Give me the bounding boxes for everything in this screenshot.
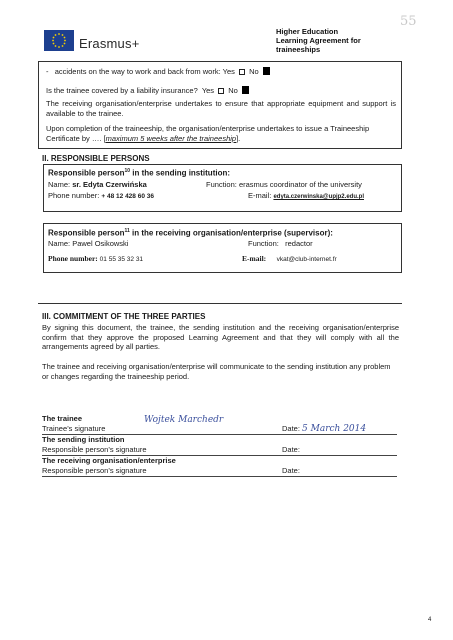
signature-table [42, 414, 397, 477]
document-title [276, 27, 361, 54]
liability-no-checkbox-checked[interactable] [242, 86, 249, 94]
receiving-function-value: redactor [285, 239, 313, 248]
erasmus-logo-text: Erasmus+ [79, 36, 140, 51]
liability-no-label: No [228, 86, 238, 95]
liability-text: Is the trainee covered by a liability insurance? [46, 86, 198, 95]
section-3-divider [38, 303, 402, 304]
bullet: - [46, 67, 49, 76]
receiving-name-value: Pawel Osikowski [72, 239, 129, 248]
corner-page-mark: 55 [400, 14, 417, 29]
eu-stars-icon [44, 30, 74, 51]
page-number: 4 [428, 617, 432, 623]
receiving-name-row: Name: Pawel Osikowski [48, 239, 129, 248]
liability-yes-label: Yes [201, 86, 215, 95]
sending-function-value: erasmus coordinator of the university [238, 180, 362, 189]
title-line-3: traineeships [276, 45, 321, 54]
sending-phone-row: Phone number: + 48 12 428 60 36 [48, 191, 154, 200]
sending-email-value[interactable]: edyta.czerwinska@upjp2.edu.pl [273, 194, 364, 200]
yes-checkbox[interactable] [239, 69, 245, 75]
sending-signature-row: Responsible person’s signature Date: [42, 445, 300, 454]
trainee-signature-row: Trainee’s signature Wojtek Marchedr Date: 5 March 2014 [42, 415, 367, 434]
sending-email-row: E-mail: edyta.czerwinska@upjp2.edu.pl [248, 191, 364, 200]
trainee-heading: The trainee [42, 414, 83, 423]
receiving-signature-row: Responsible person’s signature Date: [42, 466, 300, 475]
receiving-heading: The receiving organisation/enterprise [42, 456, 176, 465]
liability-row [46, 86, 249, 96]
commitment-para-1: By signing this document, the trainee, the sending institution and the receiving organisation/enterprise confirm that they approve the proposed Learning Agreement and that they will comply with all the arrangements agreed by all parties. [42, 323, 399, 351]
receiving-function-row: Function: redactor [248, 239, 313, 248]
eu-flag-logo [44, 30, 74, 51]
no-checkbox-checked[interactable] [263, 67, 270, 75]
receiving-email-value[interactable]: vkat@club-internet.fr [276, 256, 337, 263]
sending-phone-value: + 48 12 428 60 36 [101, 193, 154, 200]
sending-name-value: sr. Edyta Czerwińska [72, 180, 147, 189]
receiving-email-row: E-mail: vkat@club-internet.fr [242, 254, 337, 263]
sending-function-row: Function: erasmus coordinator of the university [206, 180, 362, 189]
receiving-person-heading: Responsible person$^{11}$ in the receiving organisation/enterprise (supervisor): [48, 228, 333, 238]
section-2-heading: II. RESPONSIBLE PERSONS [42, 154, 150, 163]
liability-yes-checkbox[interactable] [218, 88, 224, 94]
commitment-para-2: The trainee and receiving organisation/enterprise will communicate to the sending institution any problem or changes regarding the traineeship period. [42, 362, 391, 381]
sending-name-row: Name: sr. Edyta Czerwińska [48, 180, 147, 189]
section-3-heading: III. COMMITMENT OF THE THREE PARTIES [42, 312, 206, 321]
title-line-1: Higher Education [276, 27, 339, 36]
equipment-text: The receiving organisation/enterprise undertakes to ensure that appropriate equipment and support is available to the trainee. [46, 99, 396, 118]
accidents-row [46, 67, 270, 77]
certificate-text: Upon completion of the traineeship, the organisation/enterprise undertakes to issue a Traineeship Certificate by …. [maximum 5 weeks after the traineeship]. [46, 124, 370, 143]
sending-person-heading: Responsible person$^{10}$ in the sending institution: [48, 168, 231, 178]
no-label: No [249, 67, 259, 76]
certificate-italic: maximum 5 weeks after the traineeship [105, 133, 237, 143]
receiving-phone-row: Phone number: 01 55 35 32 31 [48, 254, 144, 263]
receiving-phone-value: 01 55 35 32 31 [99, 256, 144, 263]
sending-heading: The sending institution [42, 435, 125, 444]
accidents-text: accidents on the way to work and back from work: [54, 67, 221, 76]
trainee-handwritten-signature: Wojtek Marchedr [144, 415, 224, 425]
title-line-2: Learning Agreement for [276, 36, 361, 45]
trainee-handwritten-date: 5 March 2014 [302, 424, 367, 434]
yes-label: Yes [222, 67, 235, 76]
